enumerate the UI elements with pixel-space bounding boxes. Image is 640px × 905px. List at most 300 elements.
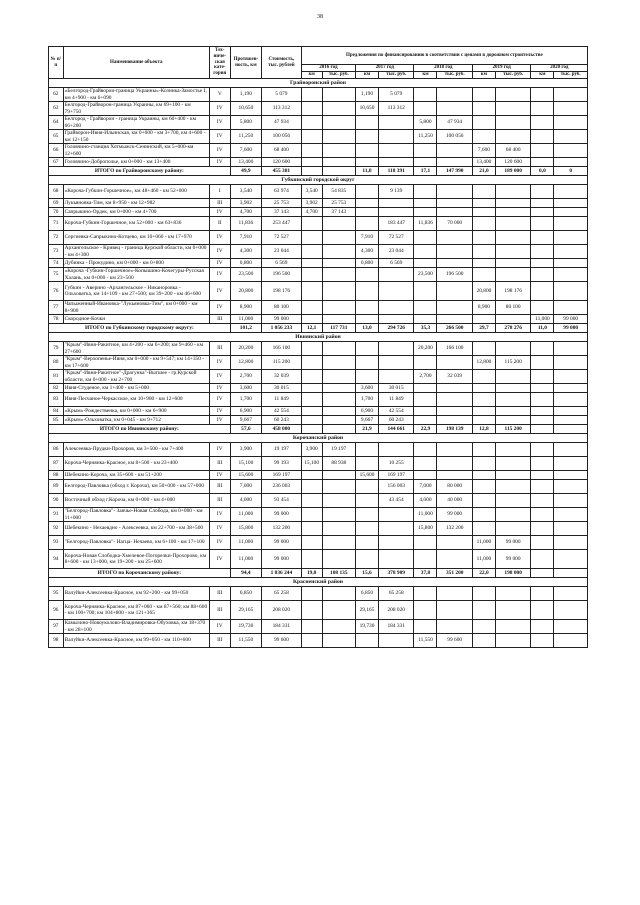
row-number: 69	[49, 199, 64, 208]
year-rub	[554, 116, 588, 130]
object-name: Дубинка - Прокудино, км 0+000 - км 0+800	[63, 259, 209, 268]
page-number: 38	[317, 14, 323, 20]
row-number: 91	[49, 508, 64, 522]
year-rub	[554, 620, 588, 634]
year-rub	[554, 536, 588, 550]
row-number: 76	[49, 282, 64, 301]
total-value: 99 000	[554, 324, 588, 333]
object-name: Валуйки-Алексеевка-Красное, км 99+050 - км 110+600	[63, 634, 209, 648]
total-value: 198 139	[437, 425, 473, 434]
year-km	[301, 268, 322, 282]
total-value: 147 990	[437, 167, 473, 176]
year-km	[356, 116, 379, 130]
year-km	[531, 342, 554, 356]
year-rub: 196 500	[437, 268, 473, 282]
category: IV	[209, 550, 230, 569]
year-km	[531, 185, 554, 199]
year-km	[472, 407, 495, 416]
row-number: 80	[49, 356, 64, 370]
year-km	[414, 259, 437, 268]
year-km	[301, 508, 322, 522]
cost: 42 554	[262, 407, 302, 416]
year-rub	[495, 259, 531, 268]
row-number: 92	[49, 522, 64, 536]
year-km	[356, 301, 379, 315]
length: 9,667	[230, 416, 261, 425]
category: IV	[209, 301, 230, 315]
year-rub	[322, 508, 355, 522]
year-km: 1,700	[356, 393, 379, 407]
year-km	[356, 508, 379, 522]
year-km	[531, 522, 554, 536]
year-rub	[378, 158, 414, 167]
object-name: Сергиевка-Сапрыкино-Котцево, км 10+060 - км 17+970	[63, 231, 209, 245]
table-row	[49, 268, 588, 282]
year-rub: 30 015	[378, 384, 414, 393]
year-rub	[322, 550, 355, 569]
table-row	[49, 508, 588, 522]
length: 11,000	[230, 508, 261, 522]
object-name: «Короча -Губкин-Горшечное»-Копышино-Кочегуры-Русская Халань, км 0+000 - км 23+500	[63, 268, 209, 282]
year-rub	[495, 634, 531, 648]
year-rub	[554, 158, 588, 167]
length: 20,800	[230, 282, 261, 301]
year-rub	[437, 88, 473, 102]
year-rub	[554, 217, 588, 231]
year-rub: 19 197	[322, 443, 355, 457]
year-km	[414, 282, 437, 301]
year-km	[414, 88, 437, 102]
table-row	[49, 199, 588, 208]
cost: 72 527	[262, 231, 302, 245]
category: IV	[209, 158, 230, 167]
year-rub	[322, 634, 355, 648]
total-value: 19,0	[301, 569, 322, 578]
year-km	[414, 315, 437, 324]
year-rub	[554, 185, 588, 199]
length: 11,000	[230, 536, 261, 550]
year-km	[414, 301, 437, 315]
total-value: 37,8	[414, 569, 437, 578]
year-rub: 23 044	[378, 245, 414, 259]
year-rub	[554, 522, 588, 536]
year-km	[414, 407, 437, 416]
col-unit-km: км	[531, 72, 554, 79]
year-rub	[437, 259, 473, 268]
year-km	[472, 245, 495, 259]
year-km: 8,900	[472, 301, 495, 315]
year-km	[356, 370, 379, 384]
year-rub	[437, 550, 473, 569]
cost: 32 039	[262, 370, 302, 384]
row-number: 86	[49, 443, 64, 457]
row-number: 79	[49, 342, 64, 356]
year-km	[414, 356, 437, 370]
year-rub: 40 000	[437, 494, 473, 508]
year-km	[301, 370, 322, 384]
year-rub	[495, 231, 531, 245]
col-year: 2016 год	[301, 65, 355, 72]
year-rub	[378, 199, 414, 208]
col-unit-rub: тыс. руб.	[495, 72, 531, 79]
year-rub	[378, 634, 414, 648]
year-rub: 72 527	[378, 231, 414, 245]
table-row	[49, 356, 588, 370]
year-rub	[378, 268, 414, 282]
cost: 93 454	[262, 494, 302, 508]
year-km: 1,190	[356, 88, 379, 102]
year-rub	[554, 457, 588, 471]
year-km	[414, 457, 437, 471]
total-value: 351 200	[437, 569, 473, 578]
col-unit-rub: тыс. руб.	[554, 72, 588, 79]
year-rub	[495, 217, 531, 231]
year-km: 13,400	[472, 158, 495, 167]
year-rub	[495, 494, 531, 508]
table-row	[49, 158, 588, 167]
section-title: Губкинский городской округ	[49, 176, 588, 185]
row-number: 90	[49, 494, 64, 508]
year-km	[301, 231, 322, 245]
row-number: 62	[49, 88, 64, 102]
cost: 120 600	[262, 158, 302, 167]
year-km	[414, 245, 437, 259]
year-km	[414, 393, 437, 407]
category: V	[209, 88, 230, 102]
total-value: 15,6	[356, 569, 379, 578]
year-km	[301, 342, 322, 356]
total-row	[49, 569, 588, 578]
cost: 169 197	[262, 471, 302, 480]
row-number: 77	[49, 301, 64, 315]
year-km	[531, 550, 554, 569]
length: 15,800	[230, 522, 261, 536]
year-km: 10,650	[356, 102, 379, 116]
table-row	[49, 102, 588, 116]
year-rub	[554, 268, 588, 282]
row-number: 94	[49, 550, 64, 569]
total-length: 94,4	[230, 569, 261, 578]
year-km	[356, 130, 379, 144]
year-km	[531, 471, 554, 480]
length: 11,000	[230, 550, 261, 569]
table-row	[49, 620, 588, 634]
row-number: 81	[49, 370, 64, 384]
year-rub: 113 312	[378, 102, 414, 116]
year-rub	[322, 158, 355, 167]
category: IV	[209, 356, 230, 370]
cost: 19 197	[262, 443, 302, 457]
year-km	[414, 231, 437, 245]
financing-table	[48, 46, 588, 648]
year-km	[301, 601, 322, 620]
year-km	[531, 158, 554, 167]
year-rub	[437, 471, 473, 480]
total-value	[322, 167, 355, 176]
row-number: 65	[49, 130, 64, 144]
year-rub	[495, 102, 531, 116]
category: III	[209, 457, 230, 471]
year-rub	[554, 393, 588, 407]
cost: 196 500	[262, 268, 302, 282]
year-rub	[554, 130, 588, 144]
length: 3,902	[230, 199, 261, 208]
length: 29,165	[230, 601, 261, 620]
year-rub	[322, 587, 355, 601]
section-title: Красненский район	[49, 578, 588, 587]
object-name: Шебекино - Нехаевдно - Алексеевка, км 22+700 - км 38+500	[63, 522, 209, 536]
year-km	[472, 508, 495, 522]
year-rub	[437, 620, 473, 634]
object-name: "Крым"-Ивня-Ракитное"-Драгунка"-Выгшее - гр.Курской области, км 0+000 - км 2+700	[63, 370, 209, 384]
length: 7,000	[230, 480, 261, 494]
year-km	[356, 217, 379, 231]
total-value	[301, 425, 322, 434]
year-km	[301, 102, 322, 116]
total-value: 266 500	[437, 324, 473, 333]
length: 5,800	[230, 116, 261, 130]
year-rub	[378, 508, 414, 522]
total-length: 57,6	[230, 425, 261, 434]
category: III	[209, 315, 230, 324]
year-rub	[554, 508, 588, 522]
year-rub	[378, 315, 414, 324]
row-number: 85	[49, 416, 64, 425]
length: 3,540	[230, 185, 261, 199]
year-rub	[322, 231, 355, 245]
table-row	[49, 384, 588, 393]
year-rub: 43 454	[378, 494, 414, 508]
total-value: 21,0	[472, 167, 495, 176]
year-km	[356, 208, 379, 217]
year-km	[472, 471, 495, 480]
category: IV	[209, 130, 230, 144]
section-row	[49, 176, 588, 185]
year-rub	[322, 282, 355, 301]
year-km	[356, 634, 379, 648]
year-km	[531, 208, 554, 217]
year-km	[531, 416, 554, 425]
object-name: «Белгород-Грайворон-граница Украины»-Козинка-Замостье I, км 4+900 - км 6+090	[63, 88, 209, 102]
year-km	[414, 208, 437, 217]
year-rub	[322, 471, 355, 480]
col-year: 2019 год	[472, 65, 530, 72]
year-km	[531, 393, 554, 407]
length: 1,700	[230, 393, 261, 407]
year-km	[356, 536, 379, 550]
table-row	[49, 471, 588, 480]
category: III	[209, 480, 230, 494]
length: 11,000	[230, 315, 261, 324]
col-year: 2020 год	[531, 65, 588, 72]
year-km	[531, 457, 554, 471]
col-year: 2017 год	[356, 65, 414, 72]
total-value: 11,0	[531, 324, 554, 333]
year-rub	[495, 315, 531, 324]
row-number: 75	[49, 268, 64, 282]
year-rub	[437, 185, 473, 199]
year-km	[414, 443, 437, 457]
year-km	[356, 282, 379, 301]
year-rub	[495, 522, 531, 536]
object-name: «Короча-Губкин-Горшечное», км 48+460 - км 52+000	[63, 185, 209, 199]
year-km	[301, 587, 322, 601]
cost: 80 100	[262, 301, 302, 315]
year-km	[414, 620, 437, 634]
table-row	[49, 217, 588, 231]
year-rub: 120 600	[495, 158, 531, 167]
year-km: 20,200	[414, 342, 437, 356]
object-name: Грайворон-Ивня-Ильинская, км 0+000 - км 3+700, км 4+600 - км 12+150	[63, 130, 209, 144]
cost: 99 600	[262, 634, 302, 648]
year-km: 20,800	[472, 282, 495, 301]
year-km	[414, 185, 437, 199]
row-number: 70	[49, 208, 64, 217]
year-km	[531, 407, 554, 416]
category: IV	[209, 620, 230, 634]
year-rub	[437, 443, 473, 457]
table-row	[49, 522, 588, 536]
year-km	[472, 315, 495, 324]
table-row	[49, 245, 588, 259]
cost: 11 849	[262, 393, 302, 407]
year-km	[531, 199, 554, 208]
col-unit-km: км	[414, 72, 437, 79]
year-km: 4,000	[414, 494, 437, 508]
object-name: Белгород-Павловка (обход г. Короча), км 50+000 - км 57+000	[63, 480, 209, 494]
section-row	[49, 333, 588, 342]
year-km: 4,300	[356, 245, 379, 259]
year-km	[414, 536, 437, 550]
year-rub	[554, 282, 588, 301]
col-unit-km: км	[356, 72, 379, 79]
total-cost: 1 036 244	[262, 569, 302, 578]
year-rub	[495, 416, 531, 425]
year-km	[472, 217, 495, 231]
year-km	[414, 144, 437, 158]
year-rub	[554, 231, 588, 245]
object-name: Сапрыкино-Ордек, км 0+000 - км 4+700	[63, 208, 209, 217]
year-km	[301, 245, 322, 259]
year-km	[531, 443, 554, 457]
total-label: ИТОГО по Губкинскому городскому округу:	[49, 324, 231, 333]
year-km	[356, 457, 379, 471]
object-name: Алексеевка-Прудки-Прохоров, км 3+500 - км 7+400	[63, 443, 209, 457]
year-km	[472, 116, 495, 130]
cost: 100 056	[262, 130, 302, 144]
col-cost: Стоимость, тыс. рублей	[262, 47, 302, 79]
year-rub: 68 400	[495, 144, 531, 158]
year-km: 15,800	[414, 522, 437, 536]
year-rub	[378, 536, 414, 550]
year-km	[414, 416, 437, 425]
col-unit-rub: тыс. руб.	[437, 72, 473, 79]
year-rub	[378, 282, 414, 301]
year-km	[356, 443, 379, 457]
year-rub: 65 258	[378, 587, 414, 601]
year-rub	[322, 88, 355, 102]
object-name: Головчино-Доброполье, км 0+000 - км 13+400	[63, 158, 209, 167]
length: 13,400	[230, 158, 261, 167]
year-rub: 198 176	[495, 282, 531, 301]
col-year: 2018 год	[414, 65, 472, 72]
object-name: Шебекино-Короча, км 35+600 - км 51+200	[63, 471, 209, 480]
total-value	[322, 425, 355, 434]
year-rub	[378, 443, 414, 457]
year-km	[472, 231, 495, 245]
row-number: 97	[49, 620, 64, 634]
total-label: ИТОГО по Ивнянскому району:	[49, 425, 231, 434]
year-km	[301, 116, 322, 130]
year-rub	[495, 130, 531, 144]
cost: 99 000	[262, 550, 302, 569]
year-rub	[437, 199, 473, 208]
year-rub: 208 020	[378, 601, 414, 620]
year-km: 11,000	[531, 315, 554, 324]
table-row	[49, 130, 588, 144]
year-rub	[322, 620, 355, 634]
year-rub	[378, 301, 414, 315]
category: IV	[209, 370, 230, 384]
year-km	[301, 282, 322, 301]
year-km: 11,250	[414, 130, 437, 144]
total-value	[554, 569, 588, 578]
category: IV	[209, 245, 230, 259]
year-km	[301, 480, 322, 494]
row-number: 71	[49, 217, 64, 231]
year-rub	[495, 620, 531, 634]
table-body	[49, 79, 588, 648]
year-rub	[495, 471, 531, 480]
row-number: 95	[49, 587, 64, 601]
category: IV	[209, 268, 230, 282]
total-value: 189 000	[495, 167, 531, 176]
total-value	[301, 167, 322, 176]
year-rub	[495, 443, 531, 457]
year-km: 3,900	[301, 443, 322, 457]
table-row	[49, 185, 588, 199]
year-rub	[437, 315, 473, 324]
object-name: "Крым"-Ивня-Ракитное, км 4+200 - км 6+200; км 9+460 - км 27+600	[63, 342, 209, 356]
year-km: 11,000	[472, 536, 495, 550]
row-number: 82	[49, 384, 64, 393]
year-rub	[437, 208, 473, 217]
year-km	[301, 416, 322, 425]
year-km	[472, 522, 495, 536]
object-name: Короча-Чернянка-Красное, км 87+060 - км 87+560; км 88+600 - км 100+700; км 104+800 - км 121+365	[63, 601, 209, 620]
table-row	[49, 494, 588, 508]
year-rub	[322, 370, 355, 384]
length: 20,200	[230, 342, 261, 356]
cost: 60 243	[262, 416, 302, 425]
year-km	[414, 550, 437, 569]
year-km	[531, 245, 554, 259]
year-km	[472, 443, 495, 457]
row-number: 63	[49, 102, 64, 116]
row-number: 93	[49, 536, 64, 550]
year-km	[356, 550, 379, 569]
table-row	[49, 282, 588, 301]
year-rub: 60 243	[378, 416, 414, 425]
year-km	[301, 217, 322, 231]
year-rub: 184 331	[378, 620, 414, 634]
year-km	[472, 268, 495, 282]
year-rub	[495, 407, 531, 416]
year-rub: 54 835	[322, 185, 355, 199]
year-km: 7,000	[414, 480, 437, 494]
year-rub: 42 554	[378, 407, 414, 416]
year-km	[472, 457, 495, 471]
